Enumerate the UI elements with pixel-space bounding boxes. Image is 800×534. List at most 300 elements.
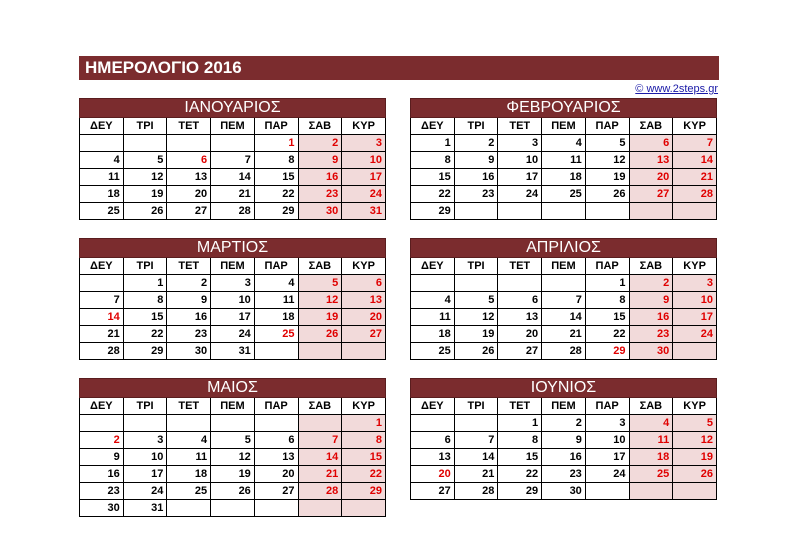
week-row bbox=[80, 135, 386, 152]
day-cell: 11 bbox=[411, 309, 455, 326]
week-row bbox=[411, 415, 717, 432]
day-cell: 26 bbox=[123, 203, 167, 220]
day-cell: 25 bbox=[80, 203, 124, 220]
day-cell: 31 bbox=[342, 203, 386, 220]
day-cell: 8 bbox=[498, 432, 542, 449]
day-cell: 27 bbox=[167, 203, 211, 220]
empty-cell bbox=[123, 135, 167, 152]
day-cell: 10 bbox=[498, 152, 542, 169]
week-row bbox=[80, 186, 386, 203]
day-cell: 17 bbox=[673, 309, 717, 326]
day-cell: 4 bbox=[80, 152, 124, 169]
day-cell: 10 bbox=[123, 449, 167, 466]
day-cell: 3 bbox=[123, 432, 167, 449]
week-row bbox=[80, 292, 386, 309]
weekday-header: ΣΑΒ bbox=[298, 258, 342, 275]
day-cell: 21 bbox=[542, 326, 586, 343]
day-cell: 9 bbox=[298, 152, 342, 169]
day-cell: 11 bbox=[80, 169, 124, 186]
weekday-header: ΤΕΤ bbox=[498, 398, 542, 415]
day-cell: 22 bbox=[342, 466, 386, 483]
day-cell: 26 bbox=[585, 186, 629, 203]
day-cell: 28 bbox=[542, 343, 586, 360]
day-cell: 22 bbox=[585, 326, 629, 343]
day-cell: 27 bbox=[254, 483, 298, 500]
day-cell: 10 bbox=[673, 292, 717, 309]
day-cell: 5 bbox=[211, 432, 255, 449]
day-cell: 8 bbox=[585, 292, 629, 309]
week-row bbox=[411, 152, 717, 169]
weekday-header: ΚΥΡ bbox=[673, 258, 717, 275]
week-row bbox=[80, 415, 386, 432]
day-cell: 3 bbox=[673, 275, 717, 292]
day-cell: 21 bbox=[298, 466, 342, 483]
day-cell: 4 bbox=[629, 415, 673, 432]
weekday-header: ΚΥΡ bbox=[342, 118, 386, 135]
day-cell: 26 bbox=[673, 466, 717, 483]
weekday-header: ΠΑΡ bbox=[585, 118, 629, 135]
month-table bbox=[410, 238, 717, 360]
month-name: ΑΠΡΙΛΙΟΣ bbox=[411, 239, 717, 258]
day-cell: 25 bbox=[629, 466, 673, 483]
day-cell: 13 bbox=[342, 292, 386, 309]
empty-cell bbox=[167, 500, 211, 517]
day-cell: 5 bbox=[454, 292, 498, 309]
day-cell: 13 bbox=[629, 152, 673, 169]
day-cell: 19 bbox=[585, 169, 629, 186]
week-row bbox=[80, 466, 386, 483]
day-cell: 2 bbox=[80, 432, 124, 449]
weekday-header: ΣΑΒ bbox=[298, 118, 342, 135]
day-cell: 12 bbox=[211, 449, 255, 466]
day-cell: 27 bbox=[411, 483, 455, 500]
day-cell: 25 bbox=[167, 483, 211, 500]
day-cell: 31 bbox=[211, 343, 255, 360]
empty-cell bbox=[454, 415, 498, 432]
day-cell: 3 bbox=[342, 135, 386, 152]
day-cell: 16 bbox=[167, 309, 211, 326]
week-row bbox=[80, 483, 386, 500]
day-cell: 14 bbox=[542, 309, 586, 326]
weekday-header: ΤΡΙ bbox=[454, 118, 498, 135]
day-cell: 20 bbox=[167, 186, 211, 203]
day-cell: 1 bbox=[411, 135, 455, 152]
day-cell: 7 bbox=[211, 152, 255, 169]
day-cell: 20 bbox=[342, 309, 386, 326]
day-cell: 17 bbox=[342, 169, 386, 186]
week-row bbox=[411, 186, 717, 203]
day-cell: 22 bbox=[498, 466, 542, 483]
day-cell: 24 bbox=[123, 483, 167, 500]
day-cell: 29 bbox=[498, 483, 542, 500]
empty-cell bbox=[167, 415, 211, 432]
day-cell: 9 bbox=[454, 152, 498, 169]
empty-cell bbox=[211, 135, 255, 152]
day-cell: 13 bbox=[411, 449, 455, 466]
weekday-header: ΠΕΜ bbox=[211, 258, 255, 275]
day-cell: 18 bbox=[167, 466, 211, 483]
page-title: ΗΜΕΡΟΛΟΓΙΟ 2016 bbox=[79, 56, 719, 80]
day-cell: 18 bbox=[80, 186, 124, 203]
day-cell: 23 bbox=[454, 186, 498, 203]
day-cell: 8 bbox=[411, 152, 455, 169]
day-cell: 17 bbox=[498, 169, 542, 186]
empty-cell bbox=[298, 343, 342, 360]
weekday-header: ΤΕΤ bbox=[167, 398, 211, 415]
day-cell: 18 bbox=[411, 326, 455, 343]
weekday-header: ΤΡΙ bbox=[454, 258, 498, 275]
day-cell: 1 bbox=[123, 275, 167, 292]
day-cell: 19 bbox=[123, 186, 167, 203]
weekday-header: ΤΡΙ bbox=[454, 398, 498, 415]
week-row bbox=[411, 203, 717, 220]
month-table bbox=[410, 378, 717, 500]
empty-cell bbox=[298, 415, 342, 432]
weekday-header: ΠΕΜ bbox=[542, 118, 586, 135]
empty-cell bbox=[211, 415, 255, 432]
month-table bbox=[79, 378, 386, 517]
day-cell: 24 bbox=[585, 466, 629, 483]
day-cell: 29 bbox=[585, 343, 629, 360]
empty-cell bbox=[454, 275, 498, 292]
weekday-header: ΤΕΤ bbox=[498, 258, 542, 275]
weekday-header: ΤΡΙ bbox=[123, 398, 167, 415]
empty-cell bbox=[542, 203, 586, 220]
day-cell: 7 bbox=[454, 432, 498, 449]
day-cell: 21 bbox=[211, 186, 255, 203]
day-cell: 28 bbox=[298, 483, 342, 500]
day-cell: 11 bbox=[542, 152, 586, 169]
weekday-header: ΤΕΤ bbox=[167, 258, 211, 275]
day-cell: 25 bbox=[254, 326, 298, 343]
empty-cell bbox=[123, 415, 167, 432]
empty-cell bbox=[454, 203, 498, 220]
empty-cell bbox=[585, 483, 629, 500]
month-name: ΙΑΝΟΥΑΡΙΟΣ bbox=[80, 99, 386, 118]
day-cell: 10 bbox=[211, 292, 255, 309]
day-cell: 17 bbox=[585, 449, 629, 466]
day-cell: 29 bbox=[411, 203, 455, 220]
day-cell: 3 bbox=[585, 415, 629, 432]
day-cell: 26 bbox=[454, 343, 498, 360]
day-cell: 12 bbox=[454, 309, 498, 326]
empty-cell bbox=[167, 135, 211, 152]
week-row bbox=[411, 309, 717, 326]
empty-cell bbox=[298, 500, 342, 517]
week-row bbox=[80, 309, 386, 326]
weekday-header: ΣΑΒ bbox=[629, 398, 673, 415]
week-row bbox=[411, 275, 717, 292]
day-cell: 17 bbox=[123, 466, 167, 483]
week-row bbox=[411, 466, 717, 483]
day-cell: 7 bbox=[673, 135, 717, 152]
empty-cell bbox=[254, 500, 298, 517]
day-cell: 25 bbox=[411, 343, 455, 360]
empty-cell bbox=[673, 483, 717, 500]
day-cell: 1 bbox=[585, 275, 629, 292]
empty-cell bbox=[542, 275, 586, 292]
day-cell: 7 bbox=[80, 292, 124, 309]
empty-cell bbox=[498, 275, 542, 292]
day-cell: 9 bbox=[542, 432, 586, 449]
day-cell: 8 bbox=[342, 432, 386, 449]
day-cell: 5 bbox=[298, 275, 342, 292]
weekday-header: ΠΕΜ bbox=[542, 258, 586, 275]
day-cell: 28 bbox=[80, 343, 124, 360]
day-cell: 31 bbox=[123, 500, 167, 517]
weekday-header: ΠΑΡ bbox=[585, 258, 629, 275]
day-cell: 8 bbox=[123, 292, 167, 309]
week-row bbox=[80, 500, 386, 517]
weekday-header: ΠΑΡ bbox=[585, 398, 629, 415]
day-cell: 11 bbox=[254, 292, 298, 309]
empty-cell bbox=[673, 343, 717, 360]
day-cell: 14 bbox=[211, 169, 255, 186]
day-cell: 12 bbox=[673, 432, 717, 449]
weekday-header: ΔΕΥ bbox=[80, 118, 124, 135]
day-cell: 6 bbox=[254, 432, 298, 449]
day-cell: 5 bbox=[585, 135, 629, 152]
empty-cell bbox=[254, 415, 298, 432]
day-cell: 11 bbox=[167, 449, 211, 466]
day-cell: 16 bbox=[298, 169, 342, 186]
day-cell: 30 bbox=[167, 343, 211, 360]
empty-cell bbox=[80, 275, 124, 292]
day-cell: 22 bbox=[254, 186, 298, 203]
day-cell: 24 bbox=[211, 326, 255, 343]
week-row bbox=[411, 483, 717, 500]
day-cell: 19 bbox=[454, 326, 498, 343]
day-cell: 25 bbox=[542, 186, 586, 203]
day-cell: 2 bbox=[454, 135, 498, 152]
day-cell: 27 bbox=[629, 186, 673, 203]
weekday-header: ΤΡΙ bbox=[123, 118, 167, 135]
day-cell: 23 bbox=[298, 186, 342, 203]
day-cell: 8 bbox=[254, 152, 298, 169]
week-row bbox=[411, 449, 717, 466]
weekday-header: ΔΕΥ bbox=[411, 118, 455, 135]
day-cell: 30 bbox=[542, 483, 586, 500]
day-cell: 11 bbox=[629, 432, 673, 449]
empty-cell bbox=[411, 275, 455, 292]
weekday-header: ΚΥΡ bbox=[342, 398, 386, 415]
month-name: ΙΟΥΝΙΟΣ bbox=[411, 379, 717, 398]
day-cell: 30 bbox=[298, 203, 342, 220]
day-cell: 3 bbox=[498, 135, 542, 152]
day-cell: 23 bbox=[542, 466, 586, 483]
day-cell: 20 bbox=[629, 169, 673, 186]
day-cell: 19 bbox=[298, 309, 342, 326]
day-cell: 15 bbox=[411, 169, 455, 186]
week-row bbox=[80, 152, 386, 169]
day-cell: 6 bbox=[498, 292, 542, 309]
weekday-header: ΠΑΡ bbox=[254, 398, 298, 415]
day-cell: 27 bbox=[498, 343, 542, 360]
day-cell: 21 bbox=[454, 466, 498, 483]
empty-cell bbox=[80, 135, 124, 152]
weekday-header: ΔΕΥ bbox=[411, 258, 455, 275]
day-cell: 15 bbox=[585, 309, 629, 326]
weekday-header: ΔΕΥ bbox=[80, 398, 124, 415]
month-table bbox=[79, 98, 386, 220]
week-row bbox=[411, 292, 717, 309]
empty-cell bbox=[411, 415, 455, 432]
day-cell: 23 bbox=[80, 483, 124, 500]
day-cell: 18 bbox=[542, 169, 586, 186]
month-table bbox=[410, 98, 717, 220]
day-cell: 4 bbox=[411, 292, 455, 309]
weekday-header: ΠΕΜ bbox=[211, 398, 255, 415]
week-row bbox=[80, 326, 386, 343]
day-cell: 23 bbox=[629, 326, 673, 343]
day-cell: 1 bbox=[254, 135, 298, 152]
day-cell: 15 bbox=[498, 449, 542, 466]
day-cell: 1 bbox=[342, 415, 386, 432]
day-cell: 22 bbox=[411, 186, 455, 203]
week-row bbox=[411, 432, 717, 449]
day-cell: 18 bbox=[254, 309, 298, 326]
weekday-header: ΠΕΜ bbox=[211, 118, 255, 135]
day-cell: 30 bbox=[629, 343, 673, 360]
day-cell: 28 bbox=[211, 203, 255, 220]
day-cell: 19 bbox=[673, 449, 717, 466]
day-cell: 16 bbox=[454, 169, 498, 186]
week-row bbox=[80, 449, 386, 466]
weekday-header: ΠΕΜ bbox=[542, 398, 586, 415]
day-cell: 14 bbox=[80, 309, 124, 326]
week-row bbox=[411, 343, 717, 360]
weekday-header: ΣΑΒ bbox=[298, 398, 342, 415]
day-cell: 15 bbox=[123, 309, 167, 326]
day-cell: 1 bbox=[498, 415, 542, 432]
weekday-header: ΣΑΒ bbox=[629, 258, 673, 275]
day-cell: 4 bbox=[254, 275, 298, 292]
weekday-header: ΤΡΙ bbox=[123, 258, 167, 275]
day-cell: 28 bbox=[673, 186, 717, 203]
day-cell: 14 bbox=[298, 449, 342, 466]
day-cell: 17 bbox=[211, 309, 255, 326]
weekday-header: ΔΕΥ bbox=[80, 258, 124, 275]
month-name: ΜΑΙΟΣ bbox=[80, 379, 386, 398]
day-cell: 10 bbox=[585, 432, 629, 449]
day-cell: 16 bbox=[542, 449, 586, 466]
weekday-header: ΤΕΤ bbox=[167, 118, 211, 135]
week-row bbox=[411, 169, 717, 186]
day-cell: 15 bbox=[342, 449, 386, 466]
day-cell: 24 bbox=[673, 326, 717, 343]
empty-cell bbox=[585, 203, 629, 220]
day-cell: 14 bbox=[454, 449, 498, 466]
day-cell: 6 bbox=[411, 432, 455, 449]
weekday-header: ΠΑΡ bbox=[254, 258, 298, 275]
day-cell: 21 bbox=[673, 169, 717, 186]
day-cell: 28 bbox=[454, 483, 498, 500]
week-row bbox=[411, 135, 717, 152]
day-cell: 13 bbox=[498, 309, 542, 326]
month-table bbox=[79, 238, 386, 360]
day-cell: 20 bbox=[254, 466, 298, 483]
day-cell: 6 bbox=[629, 135, 673, 152]
empty-cell bbox=[629, 203, 673, 220]
day-cell: 23 bbox=[167, 326, 211, 343]
day-cell: 29 bbox=[123, 343, 167, 360]
day-cell: 14 bbox=[673, 152, 717, 169]
month-name: ΜΑΡΤΙΟΣ bbox=[80, 239, 386, 258]
day-cell: 3 bbox=[211, 275, 255, 292]
day-cell: 26 bbox=[211, 483, 255, 500]
week-row bbox=[80, 203, 386, 220]
empty-cell bbox=[498, 203, 542, 220]
day-cell: 6 bbox=[167, 152, 211, 169]
day-cell: 29 bbox=[342, 483, 386, 500]
credit-link[interactable]: © www.2steps.gr bbox=[635, 83, 718, 95]
day-cell: 7 bbox=[542, 292, 586, 309]
day-cell: 24 bbox=[498, 186, 542, 203]
day-cell: 16 bbox=[80, 466, 124, 483]
day-cell: 20 bbox=[411, 466, 455, 483]
day-cell: 29 bbox=[254, 203, 298, 220]
empty-cell bbox=[80, 415, 124, 432]
day-cell: 16 bbox=[629, 309, 673, 326]
weekday-header: ΠΑΡ bbox=[254, 118, 298, 135]
day-cell: 21 bbox=[80, 326, 124, 343]
day-cell: 30 bbox=[80, 500, 124, 517]
day-cell: 7 bbox=[298, 432, 342, 449]
day-cell: 2 bbox=[167, 275, 211, 292]
weekday-header: ΔΕΥ bbox=[411, 398, 455, 415]
day-cell: 2 bbox=[542, 415, 586, 432]
day-cell: 6 bbox=[342, 275, 386, 292]
week-row bbox=[80, 343, 386, 360]
empty-cell bbox=[254, 343, 298, 360]
day-cell: 5 bbox=[123, 152, 167, 169]
day-cell: 26 bbox=[298, 326, 342, 343]
empty-cell bbox=[342, 343, 386, 360]
day-cell: 13 bbox=[167, 169, 211, 186]
weekday-header: ΚΥΡ bbox=[673, 118, 717, 135]
day-cell: 12 bbox=[123, 169, 167, 186]
day-cell: 19 bbox=[211, 466, 255, 483]
day-cell: 20 bbox=[498, 326, 542, 343]
weekday-header: ΤΕΤ bbox=[498, 118, 542, 135]
empty-cell bbox=[211, 500, 255, 517]
day-cell: 12 bbox=[298, 292, 342, 309]
day-cell: 9 bbox=[629, 292, 673, 309]
day-cell: 22 bbox=[123, 326, 167, 343]
month-name: ΦΕΒΡΟΥΑΡΙΟΣ bbox=[411, 99, 717, 118]
day-cell: 4 bbox=[542, 135, 586, 152]
empty-cell bbox=[342, 500, 386, 517]
day-cell: 2 bbox=[298, 135, 342, 152]
weekday-header: ΚΥΡ bbox=[342, 258, 386, 275]
week-row bbox=[80, 432, 386, 449]
weekday-header: ΚΥΡ bbox=[673, 398, 717, 415]
empty-cell bbox=[673, 203, 717, 220]
day-cell: 18 bbox=[629, 449, 673, 466]
day-cell: 4 bbox=[167, 432, 211, 449]
day-cell: 13 bbox=[254, 449, 298, 466]
day-cell: 10 bbox=[342, 152, 386, 169]
day-cell: 5 bbox=[673, 415, 717, 432]
week-row bbox=[80, 169, 386, 186]
day-cell: 12 bbox=[585, 152, 629, 169]
day-cell: 9 bbox=[167, 292, 211, 309]
week-row bbox=[411, 326, 717, 343]
week-row bbox=[80, 275, 386, 292]
day-cell: 27 bbox=[342, 326, 386, 343]
day-cell: 2 bbox=[629, 275, 673, 292]
empty-cell bbox=[629, 483, 673, 500]
